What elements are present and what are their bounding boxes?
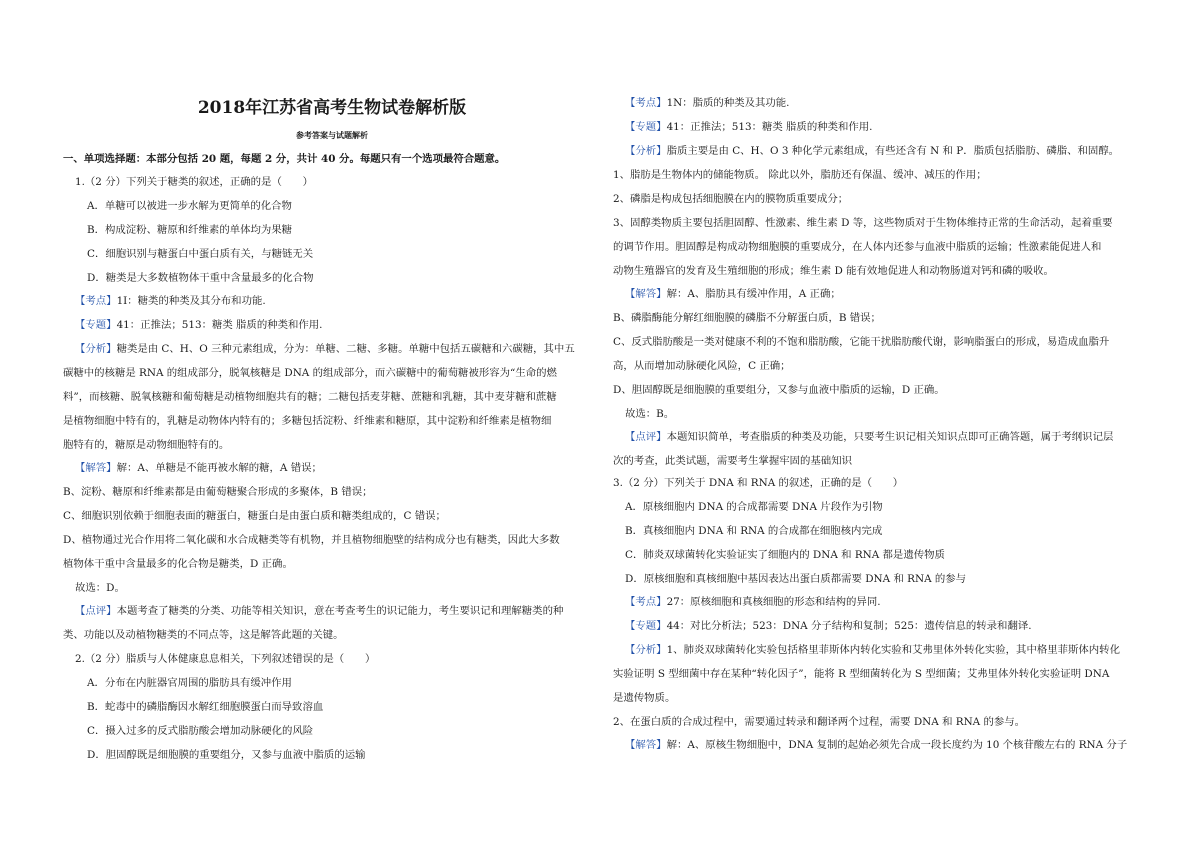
text-line: [63, 581, 601, 595]
text-line: [613, 643, 1151, 657]
text-line: [613, 359, 1151, 373]
line-text: C、细胞识别依赖于细胞表面的糖蛋白，糖蛋白是由蛋白质和糖类组成的，C 错误；: [63, 510, 446, 522]
text-line: [63, 509, 601, 523]
line-text: 27：原核细胞和真核细胞的形态和结构的异同.: [666, 596, 881, 608]
line-text: 类、功能以及动植物糖类的不同点等，这是解答此题的关键。: [63, 629, 344, 641]
text-line: [63, 152, 601, 166]
line-text: 1、脂肪是生物体内的储能物质。 除此以外，脂肪还有保温、缓冲、减压的作用；: [613, 169, 987, 181]
text-line: [63, 438, 601, 452]
text-line: [613, 667, 1151, 681]
line-text: 一、单项选择题：本部分包括 20 题，每题 2 分，共计 40 分。每题只有一个选项最符合题意。: [63, 153, 506, 165]
text-line: [63, 366, 601, 380]
line-text: A．单糖可以被进一步水解为更简单的化合物: [87, 200, 292, 212]
line-text: A．分布在内脏器官周围的脂肪具有缓冲作用: [87, 677, 292, 689]
text-line: [613, 524, 1151, 538]
text-line: [613, 407, 1151, 421]
section-tag: 【 分析 】: [625, 644, 667, 656]
line-text: 高，从而增加动脉硬化风险，C 正确；: [613, 360, 791, 372]
line-text: D．原核细胞和真核细胞中基因表达出蛋白质都需要 DNA 和 RNA 的参与: [625, 573, 967, 585]
text-line: [63, 390, 601, 404]
line-text: D、植物通过光合作用将二氧化碳和水合成糖类等有机物，并且植物细胞壁的结构成分也有糖类，因此大多数: [63, 534, 560, 546]
section-tag: 【 分析 】: [75, 343, 117, 355]
text-line: [63, 724, 601, 738]
line-text: 本题考查了糖类的分类、功能等相关知识，意在考查考生的识记能力，考生要识记和理解糖类的种: [116, 605, 564, 617]
line-text: 动物生殖器官的发育及生殖细胞的形成；维生素 D 能有效地促进人和动物肠道对钙和磷的吸收。: [613, 265, 1054, 277]
text-line: [63, 557, 601, 571]
text-line: [613, 500, 1151, 514]
text-line: [613, 96, 1151, 110]
line-text: D．胆固醇既是细胞膜的重要组分，又参与血液中脂质的运输: [87, 749, 366, 761]
page-title: 2018年江苏省高考生物试卷解析版: [197, 98, 467, 118]
text-line: [63, 461, 601, 475]
line-text: 2、在蛋白质的合成过程中，需要通过转录和翻译两个过程，需要 DNA 和 RNA 的参与。: [613, 716, 1026, 728]
line-text: B．蛇毒中的磷脂酶因水解红细胞膜蛋白而导致溶血: [87, 701, 324, 713]
line-text: 1I：糖类的种类及其分布和功能.: [116, 295, 266, 307]
text-line: [613, 595, 1151, 609]
line-text: 解：A、单糖是不能再被水解的糖，A 错误；: [116, 462, 322, 474]
text-line: [613, 572, 1151, 586]
section-tag: 【 解答 】: [625, 739, 667, 751]
text-line: [613, 691, 1151, 705]
line-text: 料”，而核糖、脱氧核糖和葡萄糖是动植物细胞共有的糖；二糖包括麦芽糖、蔗糖和乳糖，其中麦芽糖和蔗糖: [63, 391, 557, 403]
text-line: [63, 748, 601, 762]
text-line: [613, 335, 1151, 349]
text-line: [63, 628, 601, 642]
text-line: [613, 192, 1151, 206]
line-text: C．肺炎双球菌转化实验证实了细胞内的 DNA 和 RNA 都是遗传物质: [625, 549, 945, 561]
text-line: [63, 604, 601, 618]
line-text: 碳糖中的核糖是 RNA 的组成部分，脱氧核糖是 DNA 的组成部分，而六碳糖中的葡萄糖被形容为“生命的燃: [63, 367, 557, 379]
text-line: [63, 676, 601, 690]
text-line: [613, 548, 1151, 562]
text-line: [613, 311, 1151, 325]
text-line: [613, 264, 1151, 278]
text-line: [63, 175, 601, 189]
text-line: [63, 247, 601, 261]
line-text: C、反式脂肪酸是一类对健康不利的不饱和脂肪酸，它能干扰脂肪酸代谢，影响脂蛋白的形成，易造成血脂升: [613, 336, 1110, 348]
line-text: C．细胞识别与糖蛋白中蛋白质有关，与糖链无关: [87, 248, 314, 260]
text-line: [63, 294, 601, 308]
text-line: [613, 715, 1151, 729]
line-text: 解：A、原核生物细胞中，DNA 复制的起始必须先合成一段长度约为 10 个核苷酸左右的 RNA 分子: [666, 739, 1128, 751]
line-text: 脂质主要是由 C、H、O 3 种化学元素组成，有些还含有 N 和 P．脂质包括脂肪、磷脂、和固醇。: [666, 145, 1120, 157]
line-text: 3、固醇类物质主要包括胆固醇、性激素、维生素 D 等，这些物质对于生物体维持正常的生命活动，起着重要: [613, 217, 1113, 229]
line-text: B．构成淀粉、糖原和纤维素的单体均为果糖: [87, 224, 293, 236]
section-tag: 【 考点 】: [75, 295, 117, 307]
line-text: 的调节作用。胆固醇是构成动物细胞膜的重要成分，在人体内还参与血液中脂质的运输；性激素能促进人和: [613, 241, 1102, 253]
line-text: B．真核细胞内 DNA 和 RNA 的合成都在细胞核内完成: [625, 525, 883, 537]
line-text: 胞特有的，糖原是动物细胞特有的。: [63, 439, 230, 451]
page-subtitle: 参考答案与试题解析: [296, 130, 368, 140]
text-line: [613, 144, 1151, 158]
text-line: [613, 430, 1151, 444]
text-line: [613, 120, 1151, 134]
line-text: 次的考查，此类试题，需要考生掌握牢固的基础知识: [613, 455, 852, 467]
text-line: [63, 318, 601, 332]
text-line: [63, 223, 601, 237]
line-text: 41：正推法；513：糖类 脂质的种类和作用.: [116, 319, 323, 331]
line-text: 解：A、脂肪具有缓冲作用，A 正确；: [666, 288, 841, 300]
line-text: 3.（2 分）下列关于 DNA 和 RNA 的叙述，正确的是（ ）: [613, 477, 904, 489]
text-line: [613, 619, 1151, 633]
line-text: 是植物细胞中特有的，乳糖是动物体内特有的；多糖包括淀粉、纤维素和糖原，其中淀粉和纤维素是植物细: [63, 415, 552, 427]
line-text: 故选：D。: [75, 582, 125, 594]
section-tag: 【 考点 】: [625, 97, 667, 109]
line-text: C．摄入过多的反式脂肪酸会增加动脉硬化的风险: [87, 725, 314, 737]
text-line: [613, 287, 1151, 301]
section-tag: 【 点评 】: [625, 431, 667, 443]
text-line: [63, 700, 601, 714]
line-text: A．原核细胞内 DNA 的合成都需要 DNA 片段作为引物: [625, 501, 883, 513]
text-line: [613, 476, 1151, 490]
text-line: [613, 240, 1151, 254]
text-line: [63, 414, 601, 428]
line-text: 2.（2 分）脂质与人体健康息息相关，下列叙述错误的是（ ）: [75, 653, 376, 665]
line-text: 1N：脂质的种类及其功能.: [666, 97, 790, 109]
text-line: [63, 199, 601, 213]
section-tag: 【 专题 】: [625, 620, 667, 632]
line-text: 是遗传物质。: [613, 692, 676, 704]
line-text: 44：对比分析法；523：DNA 分子结构和复制；525：遗传信息的转录和翻译.: [666, 620, 1032, 632]
section-tag: 【 点评 】: [75, 605, 117, 617]
text-line: [613, 454, 1151, 468]
section-tag: 【 解答 】: [625, 288, 667, 300]
line-text: 1.（2 分）下列关于糖类的叙述，正确的是（ ）: [75, 176, 314, 188]
line-text: D．糖类是大多数植物体干重中含量最多的化合物: [87, 272, 314, 284]
text-line: [613, 738, 1151, 752]
line-text: 41：正推法；513：糖类 脂质的种类和作用.: [666, 121, 873, 133]
text-line: [613, 168, 1151, 182]
line-text: 2、磷脂是构成包括细胞膜在内的膜物质重要成分；: [613, 193, 849, 205]
line-text: 糖类是由 C、H、O 三种元素组成，分为：单糖、二糖、多糖。单糖中包括五碳糖和六碳糖，其中五: [116, 343, 575, 355]
text-line: [613, 216, 1151, 230]
section-tag: 【 分析 】: [625, 145, 667, 157]
text-line: [63, 652, 601, 666]
line-text: 故选：B。: [625, 408, 675, 420]
section-tag: 【 解答 】: [75, 462, 117, 474]
line-text: 本题知识简单，考查脂质的种类及功能，只要考生识记相关知识点即可正确答题，属于考纲识记层: [666, 431, 1114, 443]
text-line: [63, 271, 601, 285]
text-line: [613, 383, 1151, 397]
text-line: [63, 342, 601, 356]
line-text: B、磷脂酶能分解红细胞膜的磷脂不分解蛋白质，B 错误；: [613, 312, 881, 324]
text-line: [63, 485, 601, 499]
line-text: 植物体干重中含量最多的化合物是糖类，D 正确。: [63, 558, 293, 570]
section-tag: 【 专题 】: [625, 121, 667, 133]
line-text: D、胆固醇既是细胞膜的重要组分，又参与血液中脂质的运输，D 正确。: [613, 384, 945, 396]
section-tag: 【 专题 】: [75, 319, 117, 331]
section-tag: 【 考点 】: [625, 596, 667, 608]
line-text: B、淀粉、糖原和纤维素都是由葡萄糖聚合形成的多聚体，B 错误；: [63, 486, 373, 498]
line-text: 实验证明 S 型细菌中存在某种“转化因子”，能将 R 型细菌转化为 S 型细菌；艾弗里体外转化实验证明 DNA: [613, 668, 1110, 680]
text-line: [63, 533, 601, 547]
line-text: 1、肺炎双球菌转化实验包括格里菲斯体内转化实验和艾弗里体外转化实验，其中格里菲斯体内转化: [666, 644, 1120, 656]
